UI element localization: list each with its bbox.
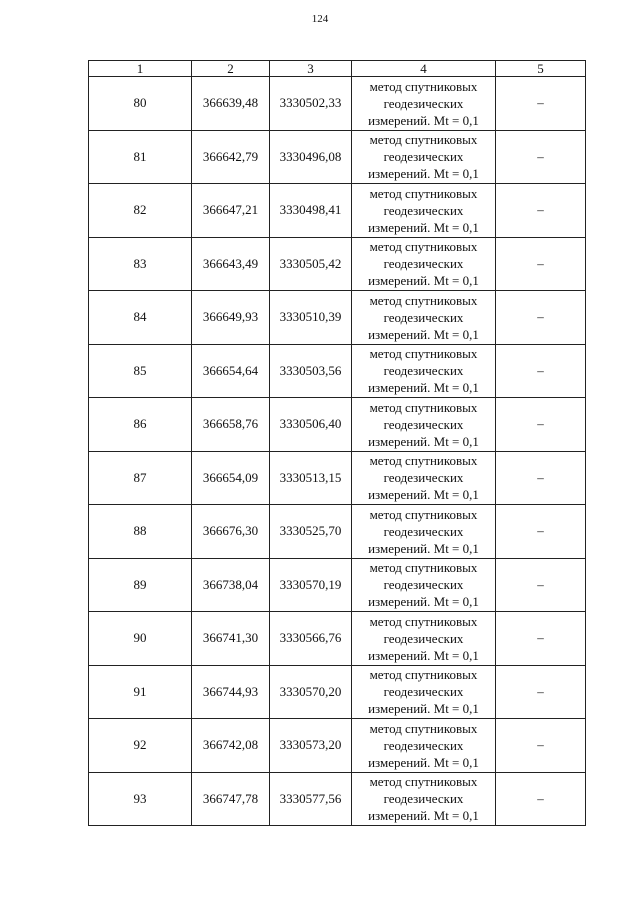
method-description	[352, 291, 496, 345]
column-header: 3	[270, 61, 352, 77]
method-line: измерений. Mt = 0,1	[368, 594, 479, 610]
table-row	[89, 772, 586, 826]
method-line: метод спутниковых	[369, 560, 478, 576]
method-description	[352, 398, 496, 452]
coordinate-y: 3330502,33	[270, 77, 352, 131]
coordinate-x: 366649,93	[192, 291, 270, 345]
coordinate-y: 3330573,20	[270, 719, 352, 773]
point-number: 80	[89, 77, 192, 131]
method-line: метод спутниковых	[369, 185, 478, 201]
coordinate-y: 3330496,08	[270, 130, 352, 184]
note: –	[496, 505, 586, 559]
coordinate-x: 366744,93	[192, 665, 270, 719]
table-row	[89, 612, 586, 666]
method-description	[352, 130, 496, 184]
method-line: измерений. Mt = 0,1	[368, 433, 479, 449]
point-number: 89	[89, 558, 192, 612]
note: –	[496, 291, 586, 345]
table-row	[89, 558, 586, 612]
table-row	[89, 451, 586, 505]
method-line: измерений. Mt = 0,1	[368, 380, 479, 396]
method-line: метод спутниковых	[369, 506, 478, 522]
coordinate-y: 3330498,41	[270, 184, 352, 238]
table-row	[89, 130, 586, 184]
method-description	[352, 344, 496, 398]
method-line: геодезических	[383, 309, 464, 325]
point-number: 92	[89, 719, 192, 773]
note: –	[496, 130, 586, 184]
table-row	[89, 237, 586, 291]
coordinate-x: 366643,49	[192, 237, 270, 291]
note: –	[496, 558, 586, 612]
method-description	[352, 77, 496, 131]
method-description	[352, 505, 496, 559]
method-line: метод спутниковых	[369, 239, 478, 255]
note: –	[496, 237, 586, 291]
note: –	[496, 665, 586, 719]
method-line: метод спутниковых	[369, 132, 478, 148]
method-line: геодезических	[383, 202, 464, 218]
method-line: геодезических	[383, 684, 464, 700]
note: –	[496, 184, 586, 238]
table-row	[89, 719, 586, 773]
point-number: 84	[89, 291, 192, 345]
table-row	[89, 665, 586, 719]
note: –	[496, 772, 586, 826]
method-line: измерений. Mt = 0,1	[368, 754, 479, 770]
method-line: геодезических	[383, 95, 464, 111]
method-description	[352, 719, 496, 773]
coordinate-y: 3330577,56	[270, 772, 352, 826]
point-number: 85	[89, 344, 192, 398]
method-line: геодезических	[383, 791, 464, 807]
method-line: геодезических	[383, 523, 464, 539]
point-number: 90	[89, 612, 192, 666]
coordinate-y: 3330570,19	[270, 558, 352, 612]
coordinate-x: 366676,30	[192, 505, 270, 559]
method-description	[352, 184, 496, 238]
method-description	[352, 612, 496, 666]
point-number: 81	[89, 130, 192, 184]
method-description	[352, 237, 496, 291]
method-line: геодезических	[383, 577, 464, 593]
table-row	[89, 398, 586, 452]
coordinates-table	[88, 60, 586, 826]
method-line: измерений. Mt = 0,1	[368, 701, 479, 717]
method-line: измерений. Mt = 0,1	[368, 219, 479, 235]
method-line: измерений. Mt = 0,1	[368, 808, 479, 824]
coordinate-y: 3330566,76	[270, 612, 352, 666]
table-row	[89, 77, 586, 131]
method-line: метод спутниковых	[369, 346, 478, 362]
note: –	[496, 719, 586, 773]
note: –	[496, 612, 586, 666]
method-line: измерений. Mt = 0,1	[368, 112, 479, 128]
coordinate-x: 366647,21	[192, 184, 270, 238]
method-description	[352, 665, 496, 719]
coordinate-x: 366639,48	[192, 77, 270, 131]
point-number: 91	[89, 665, 192, 719]
method-line: геодезических	[383, 149, 464, 165]
method-line: геодезических	[383, 416, 464, 432]
point-number: 82	[89, 184, 192, 238]
coordinate-x: 366738,04	[192, 558, 270, 612]
method-line: геодезических	[383, 470, 464, 486]
method-line: измерений. Mt = 0,1	[368, 273, 479, 289]
method-line: геодезических	[383, 363, 464, 379]
method-line: метод спутниковых	[369, 292, 478, 308]
method-description	[352, 772, 496, 826]
coordinate-x: 366741,30	[192, 612, 270, 666]
method-line: измерений. Mt = 0,1	[368, 647, 479, 663]
note: –	[496, 344, 586, 398]
coordinate-x: 366742,08	[192, 719, 270, 773]
note: –	[496, 77, 586, 131]
point-number: 88	[89, 505, 192, 559]
method-line: метод спутниковых	[369, 667, 478, 683]
coordinate-y: 3330525,70	[270, 505, 352, 559]
method-line: измерений. Mt = 0,1	[368, 166, 479, 182]
method-line: геодезических	[383, 630, 464, 646]
coordinate-x: 366642,79	[192, 130, 270, 184]
method-line: измерений. Mt = 0,1	[368, 326, 479, 342]
coordinate-y: 3330510,39	[270, 291, 352, 345]
column-header: 4	[352, 61, 496, 77]
method-line: измерений. Mt = 0,1	[368, 540, 479, 556]
coordinate-x: 366654,64	[192, 344, 270, 398]
method-line: метод спутниковых	[369, 78, 478, 94]
method-line: метод спутниковых	[369, 720, 478, 736]
method-description	[352, 558, 496, 612]
method-description	[352, 451, 496, 505]
point-number: 86	[89, 398, 192, 452]
table-row	[89, 184, 586, 238]
coordinate-x: 366658,76	[192, 398, 270, 452]
page-number: 124	[311, 13, 329, 25]
column-header: 5	[496, 61, 586, 77]
method-line: метод спутниковых	[369, 774, 478, 790]
table-row	[89, 291, 586, 345]
column-header: 1	[89, 61, 192, 77]
method-line: измерений. Mt = 0,1	[368, 487, 479, 503]
method-line: метод спутниковых	[369, 399, 478, 415]
method-line: метод спутниковых	[369, 613, 478, 629]
coordinate-y: 3330503,56	[270, 344, 352, 398]
point-number: 87	[89, 451, 192, 505]
column-header: 2	[192, 61, 270, 77]
table-header-row	[89, 61, 586, 77]
method-line: геодезических	[383, 737, 464, 753]
coordinate-y: 3330570,20	[270, 665, 352, 719]
coordinate-x: 366747,78	[192, 772, 270, 826]
method-line: геодезических	[383, 256, 464, 272]
note: –	[496, 451, 586, 505]
coordinate-y: 3330505,42	[270, 237, 352, 291]
method-line: метод спутниковых	[369, 453, 478, 469]
note: –	[496, 398, 586, 452]
point-number: 93	[89, 772, 192, 826]
table-row	[89, 344, 586, 398]
coordinate-x: 366654,09	[192, 451, 270, 505]
coordinate-y: 3330506,40	[270, 398, 352, 452]
point-number: 83	[89, 237, 192, 291]
table-row	[89, 505, 586, 559]
coordinate-y: 3330513,15	[270, 451, 352, 505]
